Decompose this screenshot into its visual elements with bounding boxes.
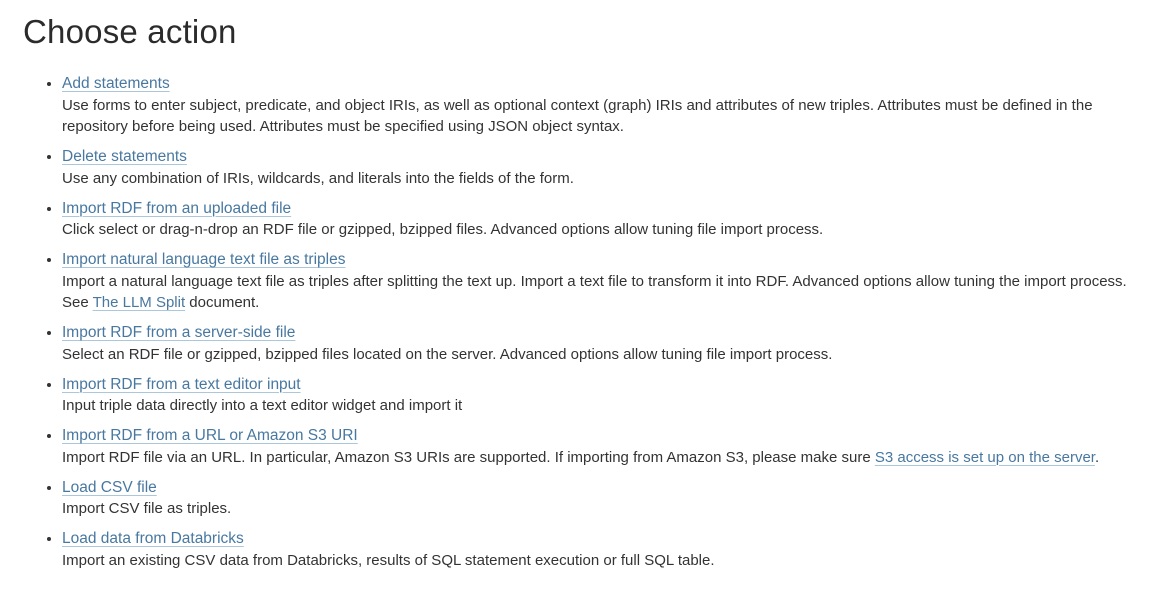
description-text: Use forms to enter subject, predicate, and object IRIs, as well as optional context (graph) IRIs and attributes of new triples. Attributes must be defined in the repository before being used. Attributes must be specified using JSON object syntax. bbox=[62, 96, 1093, 135]
description-text: Use any combination of IRIs, wildcards, and literals into the fields of the form. bbox=[62, 169, 574, 187]
action-link[interactable]: Add statements bbox=[62, 75, 170, 92]
action-description bbox=[62, 271, 1131, 314]
action-description bbox=[62, 168, 1131, 190]
description-text: Input triple data directly into a text editor widget and import it bbox=[62, 397, 463, 414]
action-description bbox=[62, 95, 1131, 138]
action-list-item bbox=[62, 73, 1151, 138]
page-title: Choose action bbox=[23, 13, 237, 50]
action-list-item bbox=[62, 249, 1151, 314]
action-list-item bbox=[62, 374, 1151, 417]
description-text: Select an RDF file or gzipped, bzipped files located on the server. Advanced options allow tuning file import process. bbox=[62, 345, 833, 363]
action-list-item bbox=[62, 322, 1151, 365]
action-list-item bbox=[62, 198, 1151, 241]
description-text: Import RDF file via an URL. In particular, Amazon S3 URIs are supported. If importing from Amazon S3, please make sure bbox=[62, 448, 875, 466]
description-inline-link[interactable]: The LLM Split bbox=[92, 294, 186, 311]
action-link[interactable]: Import RDF from a server-side file bbox=[62, 324, 296, 341]
action-description bbox=[62, 447, 1131, 469]
action-link[interactable]: Load CSV file bbox=[62, 478, 157, 496]
description-text: . bbox=[1094, 448, 1100, 466]
action-description bbox=[62, 344, 1131, 366]
description-text: Click select or drag-n-drop an RDF file or gzipped, bzipped files. Advanced options allow tuning file import process. bbox=[62, 221, 824, 238]
description-text: document. bbox=[185, 294, 260, 311]
action-list-item bbox=[62, 146, 1151, 189]
action-description bbox=[62, 498, 1131, 520]
action-list bbox=[0, 73, 1151, 571]
action-link[interactable]: Load data from Databricks bbox=[62, 530, 244, 547]
action-list-item bbox=[62, 477, 1151, 520]
action-link[interactable]: Delete statements bbox=[62, 148, 187, 165]
description-text: Import an existing CSV data from Databricks, results of SQL statement execution or full SQL table. bbox=[62, 551, 715, 569]
description-inline-link[interactable]: S3 access is set up on the server bbox=[874, 448, 1095, 466]
action-list-item bbox=[62, 425, 1151, 468]
action-link[interactable]: Import RDF from an uploaded file bbox=[62, 199, 292, 217]
action-description bbox=[62, 395, 1131, 417]
description-text: Import CSV file as triples. bbox=[62, 500, 232, 517]
action-link[interactable]: Import RDF from a text editor input bbox=[62, 375, 301, 393]
action-list-item bbox=[62, 528, 1151, 571]
action-description bbox=[62, 550, 1131, 572]
description-text: Import a natural language text file as triples after splitting the text up. Import a text file to transform it into RDF. Advanced options allow tuning the import process. See bbox=[62, 272, 1127, 311]
action-link[interactable]: Import natural language text file as triples bbox=[62, 251, 346, 268]
action-description bbox=[62, 219, 1131, 241]
action-link[interactable]: Import RDF from a URL or Amazon S3 URI bbox=[62, 427, 358, 444]
